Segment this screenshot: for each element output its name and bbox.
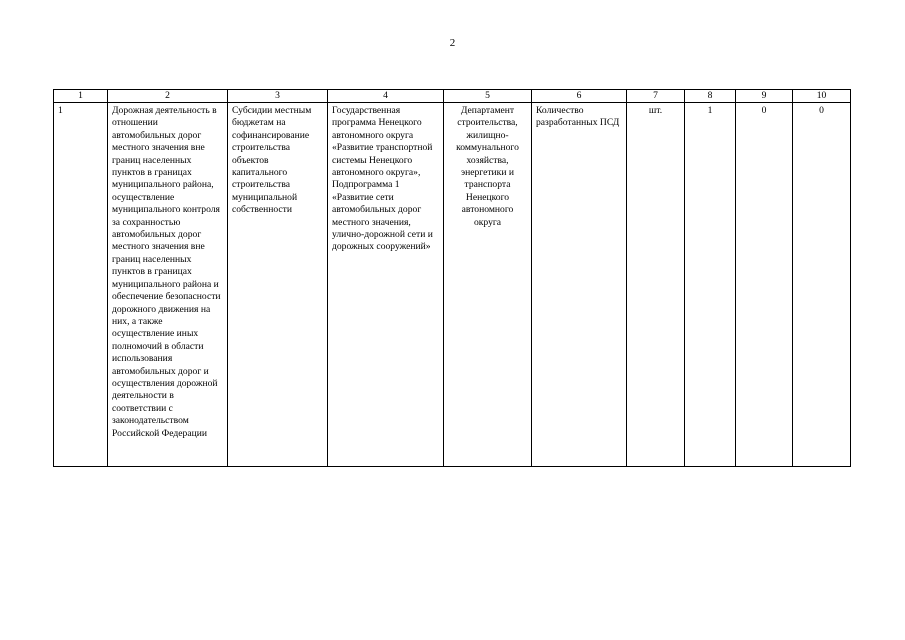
col-header-10: 10 bbox=[793, 90, 851, 103]
cell-row-number: 1 bbox=[54, 103, 108, 467]
header-row bbox=[54, 90, 851, 103]
col-header-8: 8 bbox=[685, 90, 736, 103]
col-header-7: 7 bbox=[627, 90, 685, 103]
cell-value-8: 1 bbox=[685, 103, 736, 467]
col-header-6: 6 bbox=[532, 90, 627, 103]
col-header-3: 3 bbox=[228, 90, 328, 103]
data-table bbox=[53, 89, 851, 467]
cell-department: Департамент строительства, жилищно-коммунального хозяйства, энергетики и транспорта Ненецкого автономного округа bbox=[444, 103, 532, 467]
table-row bbox=[54, 103, 851, 467]
cell-value-9: 0 bbox=[736, 103, 793, 467]
col-header-9: 9 bbox=[736, 90, 793, 103]
cell-value-10: 0 bbox=[793, 103, 851, 467]
cell-subsidy: Субсидии местным бюджетам на софинансирование строительства объектов капитального строительства муниципальной собственности bbox=[228, 103, 328, 467]
col-header-1: 1 bbox=[54, 90, 108, 103]
col-header-2: 2 bbox=[108, 90, 228, 103]
cell-indicator: Количество разработанных ПСД bbox=[532, 103, 627, 467]
cell-program: Государственная программа Ненецкого автономного округа «Развитие транспортной системы Ненецкого автономного округа», Подпрограмма 1 «Развитие сети автомобильных дорог местного значения, улично-дорожной сети и дорожных сооружений» bbox=[328, 103, 444, 467]
cell-unit: шт. bbox=[627, 103, 685, 467]
col-header-4: 4 bbox=[328, 90, 444, 103]
page-number: 2 bbox=[449, 37, 456, 49]
cell-activity: Дорожная деятельность в отношении автомобильных дорог местного значения вне границ населенных пунктов в границах муниципального района, осуществление муниципального контроля за сохранностью автомобильных дорог местного значения вне границ населенных пунктов в границах муниципального района и обеспечение безопасности дорожного движения на них, а также осуществление иных полномочий в области использования автомобильных дорог и осуществления дорожной деятельности в соответствии с законодательством Российской Федерации bbox=[108, 103, 228, 467]
col-header-5: 5 bbox=[444, 90, 532, 103]
